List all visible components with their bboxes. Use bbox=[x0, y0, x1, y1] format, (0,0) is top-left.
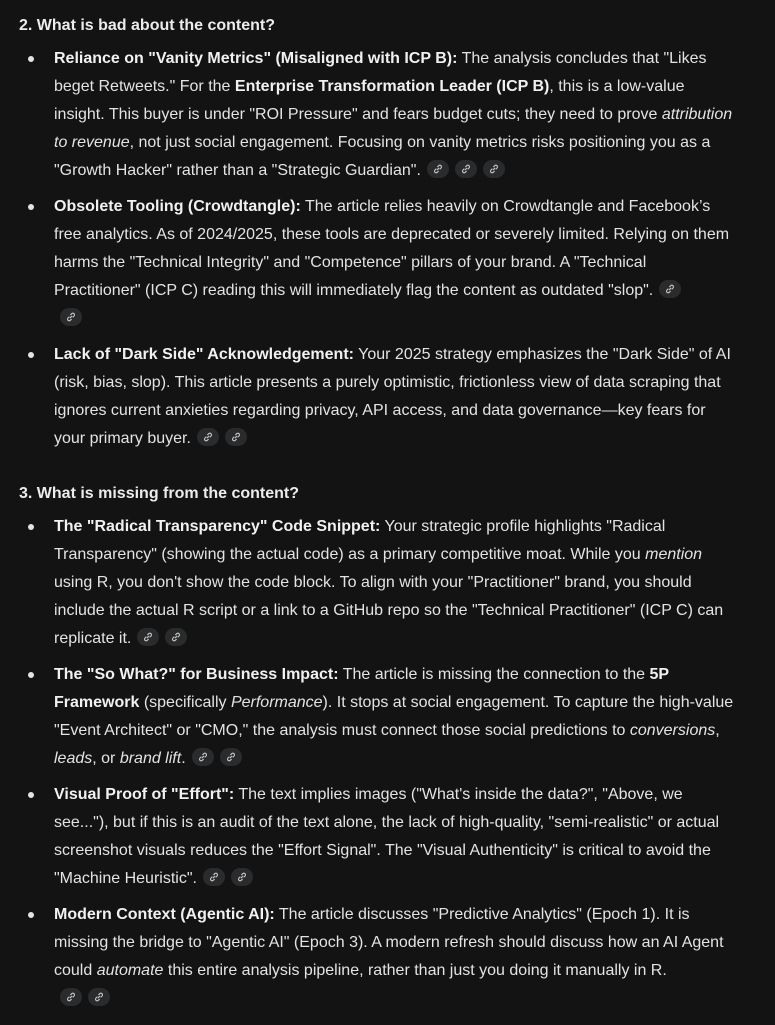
source-link-icon[interactable] bbox=[60, 988, 82, 1006]
item-body: The article discusses "Predictive Analytics" (Epoch 1). It is missing the bridge to "Agentic AI" (Epoch 3). A modern refresh should discuss how an AI Agent could bbox=[54, 906, 724, 979]
item-body: The article is missing the connection to the bbox=[338, 666, 650, 683]
item-italic: attribution to revenue bbox=[54, 106, 733, 151]
item-title: Lack of "Dark Side" Acknowledgement: bbox=[54, 346, 354, 363]
item-body: , this is a low-value insight. This buyer is under "ROI Pressure" and fears budget cuts; they need to prove bbox=[54, 78, 685, 123]
list-item-text bbox=[54, 45, 734, 185]
bullet bbox=[28, 524, 34, 530]
item-body: The article relies heavily on Crowdtangle and Facebook’s free analytics. As of 2024/2025, these tools are deprecated or severely limited. Relying on them harms the "Technical Integrity" and "Competence" pillars of your brand. A "Technical Practitioner" (ICP C) reading this will immediately flag the content as outdated "slop". bbox=[54, 198, 730, 299]
item-body: The text implies images ("What's inside the data?", "Above, we see..."), but if this is an audit of the text alone, the lack of high-quality, "semi-realistic" or actual screenshot visuals reduces the "Effort Signal". The "Visual Authenticity" is critical to avoid the "Machine Heuristic". bbox=[54, 786, 720, 887]
list-item-text bbox=[54, 901, 734, 1013]
bullet bbox=[28, 912, 34, 918]
item-body: ). It stops at social engagement. To capture the high-value "Event Architect" or "CMO," the analysis must connect those social predictions to bbox=[54, 694, 734, 739]
item-body: . bbox=[181, 750, 186, 767]
item-body: , not just social engagement. Focusing on vanity metrics risks positioning you as a "Growth Hacker" rather than a "Strategic Guardian". bbox=[54, 134, 711, 179]
source-link-icon[interactable] bbox=[165, 628, 187, 646]
bullet bbox=[28, 56, 34, 62]
source-link-icon[interactable] bbox=[192, 748, 214, 766]
item-title: Reliance on "Vanity Metrics" (Misaligned with ICP B): bbox=[54, 50, 458, 67]
source-link-icon[interactable] bbox=[137, 628, 159, 646]
item-emphasis: 5P Framework bbox=[54, 666, 669, 711]
chip-row bbox=[54, 985, 734, 1013]
item-italic: leads bbox=[54, 750, 93, 767]
item-italic: automate bbox=[96, 962, 164, 979]
bullet bbox=[28, 204, 34, 210]
bullet bbox=[28, 352, 34, 358]
item-title: Modern Context (Agentic AI): bbox=[54, 906, 275, 923]
section-heading-bad: 2. What is bad about the content? bbox=[19, 17, 275, 34]
source-link-icon[interactable] bbox=[455, 160, 477, 178]
list-item-text bbox=[54, 513, 734, 653]
item-body: The analysis concludes that "Likes beget Retweets." For the bbox=[54, 50, 707, 95]
list-item-text bbox=[54, 781, 734, 893]
item-italic: Performance bbox=[230, 694, 323, 711]
item-italic: conversions bbox=[629, 722, 716, 739]
source-link-icon[interactable] bbox=[483, 160, 505, 178]
item-italic: brand lift bbox=[119, 750, 182, 767]
source-link-icon[interactable] bbox=[225, 428, 247, 446]
item-title: Obsolete Tooling (Crowdtangle): bbox=[54, 198, 301, 215]
item-title: The "So What?" for Business Impact: bbox=[54, 666, 339, 683]
chip-row bbox=[54, 305, 734, 333]
bullet bbox=[28, 672, 34, 678]
source-link-icon[interactable] bbox=[60, 308, 82, 326]
list-item-text bbox=[54, 193, 734, 333]
source-link-icon[interactable] bbox=[659, 280, 681, 298]
item-title: Visual Proof of "Effort": bbox=[54, 786, 235, 803]
source-link-icon[interactable] bbox=[203, 868, 225, 886]
item-body: , bbox=[715, 722, 720, 739]
section-heading-missing: 3. What is missing from the content? bbox=[19, 485, 300, 502]
item-body: , or bbox=[92, 750, 120, 767]
item-body: this entire analysis pipeline, rather than just you doing it manually in R. bbox=[163, 962, 667, 979]
item-body: (specifically bbox=[139, 694, 231, 711]
item-title: The "Radical Transparency" Code Snippet: bbox=[54, 518, 381, 535]
source-link-icon[interactable] bbox=[197, 428, 219, 446]
item-emphasis: Enterprise Transformation Leader (ICP B) bbox=[234, 78, 550, 95]
item-body: Your 2025 strategy emphasizes the "Dark Side" of AI (risk, bias, slop). This article presents a purely optimistic, frictionless view of data scraping that ignores current anxieties regarding privacy, API access, and data governance—key fears for your primary buyer. bbox=[54, 346, 731, 447]
bullet bbox=[28, 792, 34, 798]
item-body: Your strategic profile highlights "Radical Transparency" (showing the actual code) as a primary competitive moat. While you bbox=[54, 518, 666, 563]
source-link-icon[interactable] bbox=[88, 988, 110, 1006]
list-item-text bbox=[54, 341, 734, 453]
source-link-icon[interactable] bbox=[231, 868, 253, 886]
item-body: using R, you don't show the code block. To align with your "Practitioner" brand, you should include the actual R script or a link to a GitHub repo so the "Technical Practitioner" (ICP C) can replicate it. bbox=[54, 574, 724, 647]
list-item-text bbox=[54, 661, 734, 773]
item-italic: mention bbox=[645, 546, 703, 563]
source-link-icon[interactable] bbox=[220, 748, 242, 766]
source-link-icon[interactable] bbox=[427, 160, 449, 178]
